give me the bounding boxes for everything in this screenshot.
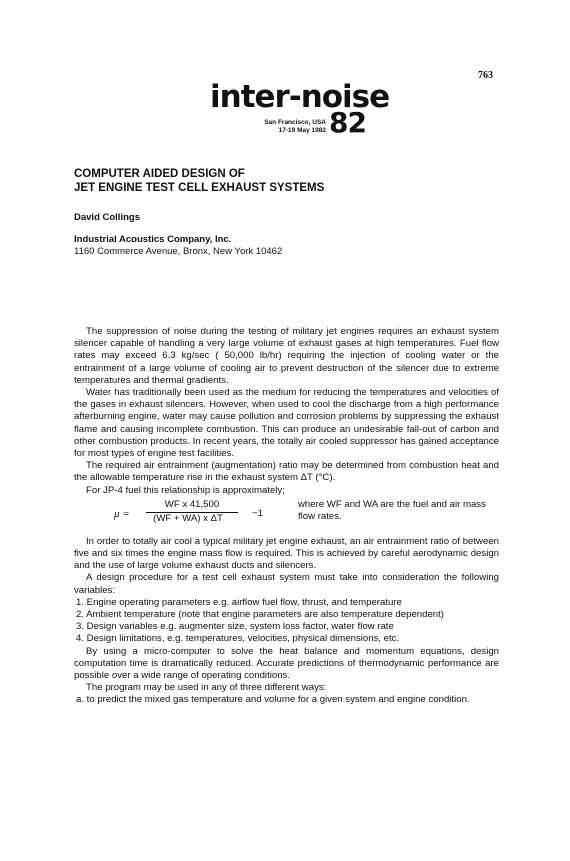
paper-body [74,326,499,707]
paper-title [74,167,324,195]
conference-dates: 17-19 May 1982 [278,127,326,134]
formula-denominator: (WF + WA) x ΔT [153,512,223,524]
conference-city: San Francisco, USA [264,119,326,126]
author-organization: Industrial Acoustics Company, Inc. [74,234,232,245]
formula-symbol: μ = [114,507,130,520]
title-line-2: JET ENGINE TEST CELL EXHAUST SYSTEMS [74,182,325,194]
conference-logo: inter-noise [210,79,390,115]
augmentation-formula [74,499,499,533]
variables-list [74,597,499,646]
author-address: 1160 Commerce Avenue, Bronx, New York 10462 [74,246,283,257]
ways-list [74,694,499,706]
paragraph: For JP-4 fuel this relationship is approximately; [86,484,285,496]
list-item: 2. Ambient temperature (note that engine parameters are also temperature dependent) [76,609,444,621]
formula-numerator: WF x 41,500 [146,499,238,513]
paragraph: The suppression of noise during the testing of military jet engines requires an exhaust system silencer capable of handling a very large volume of exhaust gases at high temperatures. Fuel flow rates may exceed 6.3 kg/sec ( 50,000 lb/hr) requiring the injection of cooling water or the entrainment of a large volume of cooling air to prevent destruction of the silencer due to extreme temperatures and thermal gradients. [74,326,499,386]
page-number: 763 [478,70,493,81]
list-item: a. to predict the mixed gas temperature and volume for a given system and engine condition. [76,694,470,706]
paragraph: By using a micro-computer to solve the heat balance and momentum equations, design computation time is dramatically reduced. Accurate predictions of thermodynamic performance are possible over a wide range of operating conditions. [74,645,499,682]
paragraph: The required air entrainment (augmentation) ratio may be determined from combustion heat and the allowable temperature rise in the exhaust system ΔT (°C). [74,460,499,484]
formula-where-text: where WF and WA are the fuel and air mass flow rates. [298,498,486,522]
list-item: 1. Engine operating parameters e.g. airflow fuel flow, thrust, and temperature [76,596,402,608]
formula-minus: −1 [252,507,263,519]
paragraph: Water has traditionally been used as the medium for reducing the temperatures and velocities of the gases in exhaust silencers. However, when used to cool the discharge from a high performance afterburning engine, water may cause pollution and corrosion problems by suppressing the exhaust flame and causing incomplete combustion. This can produce an undesirable fall-out of carbon and other combustion products. In recent years, the totally air cooled suppressor has gained acceptance for most types of engine test facilities. [74,387,499,460]
conference-year: 82 [329,106,366,139]
list-item: 4. Design limitations, e.g. temperatures, velocities, physical dimensions, etc. [76,633,400,645]
paragraph: In order to totally air cool a typical military jet engine exhaust, an air entrainment ratio of between five and six times the engine mass flow is required. This is achieved by careful aerodynamic design and the use of large volume exhaust ducts and silencers. [74,535,499,572]
author-name: David Collings [74,212,140,223]
paragraph: A design procedure for a test cell exhaust system must take into consideration the following variables: [74,572,499,596]
paragraph: The program may be used in any of three different ways: [86,682,327,694]
list-item: 3. Design variables e.g. augmenter size, system loss factor, water flow rate [76,621,394,633]
title-line-1: COMPUTER AIDED DESIGN OF [74,168,245,180]
conference-location [242,119,326,135]
